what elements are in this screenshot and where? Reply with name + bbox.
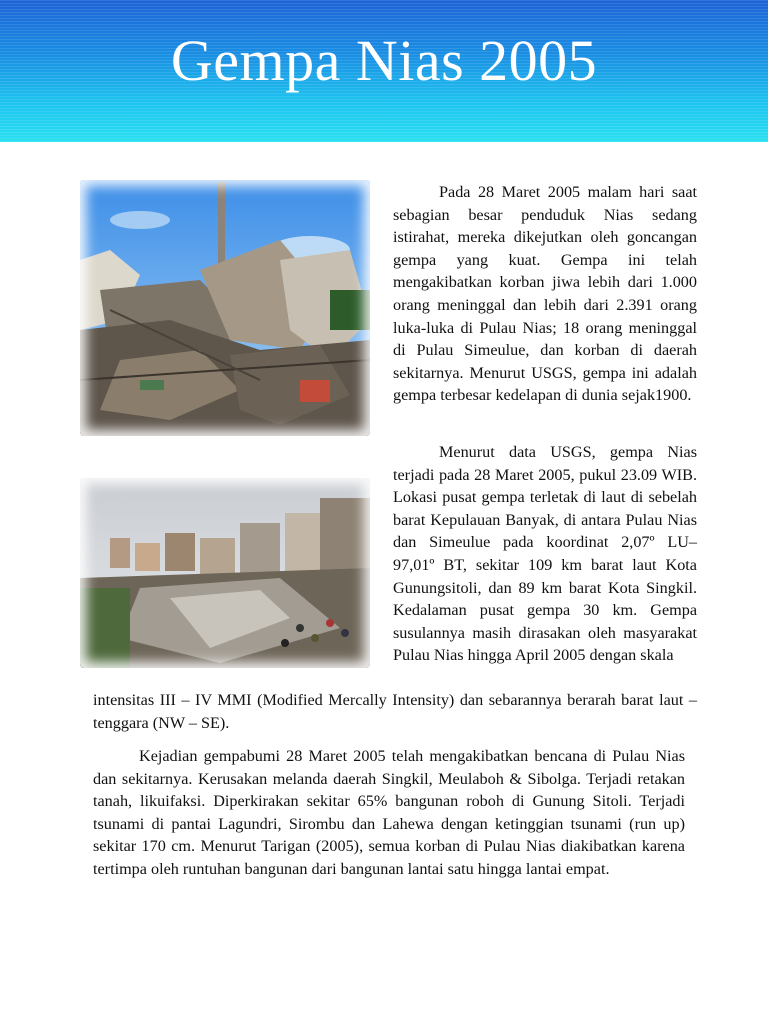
collapsed-buildings-photo-1 (80, 180, 370, 436)
title-banner (0, 0, 768, 142)
collapsed-buildings-photo-2 (80, 478, 370, 668)
paragraph-2-part-1: Menurut data USGS, gempa Nias terjadi pada 28 Maret 2005, pukul 23.09 WIB. Lokasi pusat gempa terletak di laut di sebelah barat Kepulauan Banyak, di antara Pulau Nias dan Simeulue pada koordinat 2,07º LU– 97,01º BT, sekitar 109 km barat laut Kota Gunungsitoli, dan 89 km barat Kota Singkil. Kedalaman pusat gempa 30 km. Gempa susulannya masih dirasakan oleh masyarakat Pulau Nias hingga April 2005 dengan skala (393, 443, 697, 665)
page-title: Gempa Nias 2005 (170, 28, 598, 93)
paragraph-2-part-2: intensitas III – IV MMI (Modified Mercally Intensity) dan sebarannya berarah barat laut – tenggara (NW – SE). (93, 691, 697, 732)
paragraph-3: Kejadian gempabumi 28 Maret 2005 telah mengakibatkan bencana di Pulau Nias dan sekitarnya. Kerusakan melanda daerah Singkil, Meulaboh & Sibolga. Terjadi retakan tanah, likuifaksi. Diperkirakan sekitar 65% bangunan roboh di Gunung Sitoli. Terjadi tsunami di pantai Lagundri, Sirombu dan Lahewa dengan ketinggian tsunami (run up) sekitar 170 cm. Menurut Tarigan (2005), semua korban di Pulau Nias diakibatkan karena tertimpa oleh runtuhan bangunan dari bangunan lantai satu hingga lantai empat. (93, 747, 685, 878)
paragraph-1: Pada 28 Maret 2005 malam hari saat sebagian besar penduduk Nias sedang istirahat, mereka dikejutkan oleh goncangan gempa yang kuat. Gempa ini telah mengakibatkan korban jiwa lebih dari 1.000 orang meninggal dan lebih dari 2.391 orang luka-luka di Pulau Nias; 18 orang meninggal di Pulau Simeulue, dan korban di daerah sekitarnya. Menurut USGS, gempa ini adalah gempa terbesar kedelapan di dunia sejak1900. (393, 183, 697, 405)
